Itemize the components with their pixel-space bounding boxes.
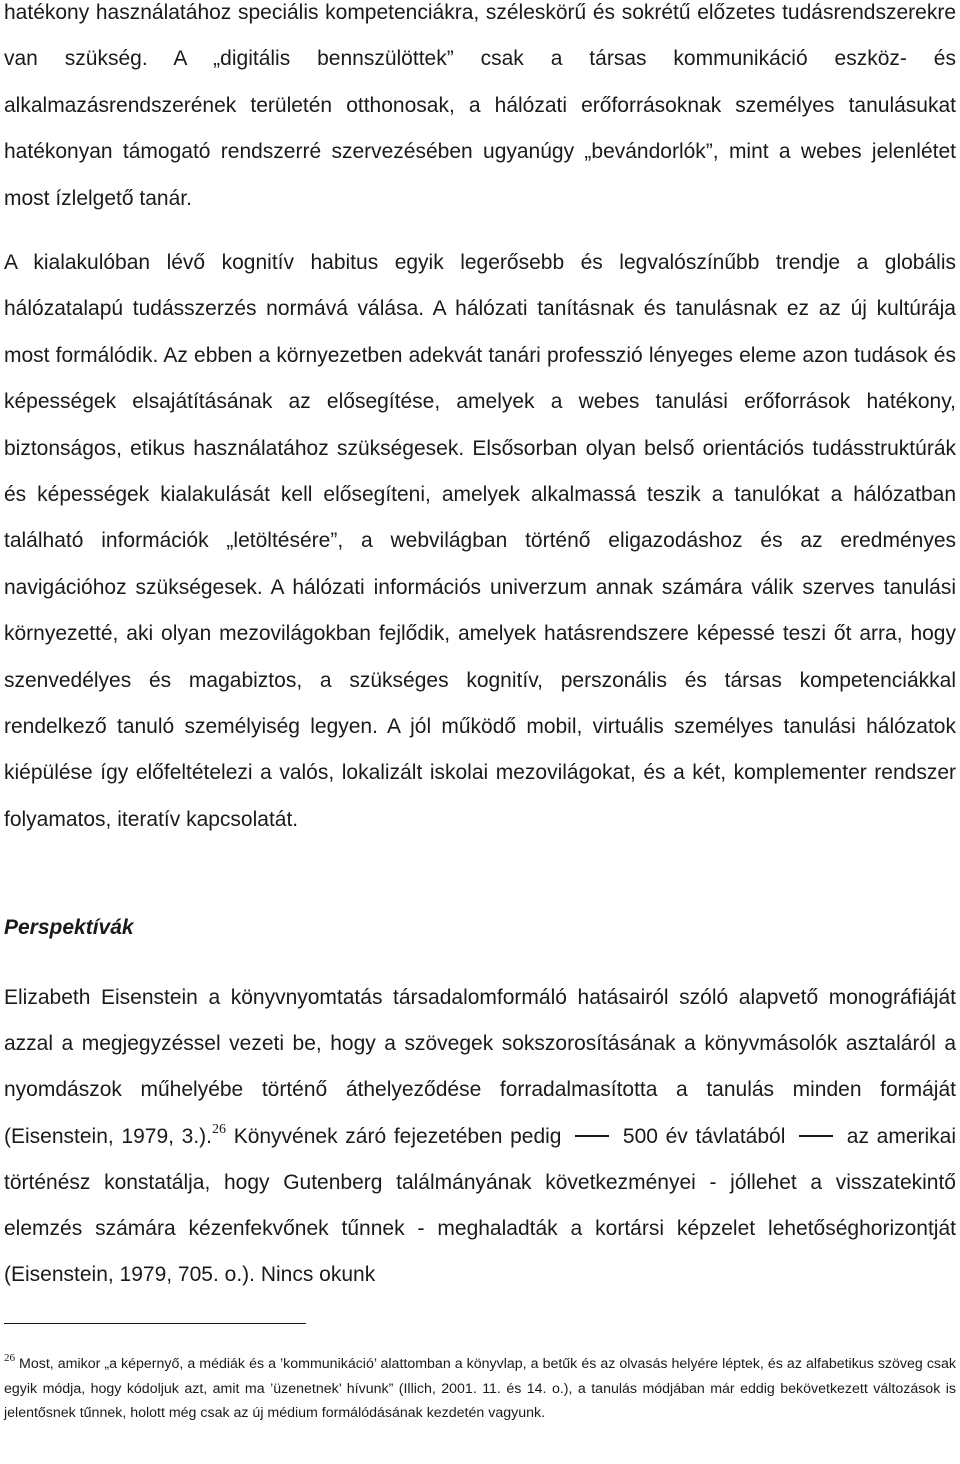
eisenstein-text-part2: Könyvének záró fejezetében pedig <box>226 1124 562 1148</box>
footnote-number: 26 <box>4 1352 15 1364</box>
eisenstein-text-part1: Elizabeth Eisenstein a könyvnyomtatás társadalomformáló hatásairól szóló alapvető monográfiáját azzal a megjegyzéssel vezeti be, hogy a szövegek sokszorosításának a könyvmásolók asztaláról a nyomdászok műhelyébe történő áthelyeződése forradalmasította a tanulás minden formáját (Eisenstein, 1979, 3.). <box>4 986 956 1148</box>
paragraph-eisenstein <box>4 975 956 1298</box>
footnote-reference: 26 <box>212 1121 226 1137</box>
footnote-text: Most, amikor „a képernyő, a médiák és a ’kommunikáció’ alattomban a könyvlap, a betűk és az olvasás helyére léptek, és az alfabetikus szöveg csak egyik módja, hogy kódoljuk azt, amit ma ’üzenetnek’ hívunk” (Illich, 2001. 11. és 14. o.), a tanulás módjában már eddig bekövetkezett változások is jelentősnek tűnnek, holott még csak az új médium formálódásának kezdetén vagyunk. <box>4 1356 956 1422</box>
eisenstein-text-part4: az amerikai történész konstatálja, hogy Gutenberg találmányának következményei - jóllehet a visszatekintő elemzés számára kézenfekvőnek tűnnek - meghaladták a kortársi képzelet lehetőséghorizontját (Eisenstein, 1979, 705. o.). Nincs okunk <box>4 1124 957 1287</box>
eisenstein-text-part3: 500 év távlatából <box>622 1124 786 1148</box>
footnote-26 <box>4 1352 956 1426</box>
em-dash <box>799 1135 833 1137</box>
paragraph-digital-natives: hatékony használatához speciális kompetenciákra, széleskörű és sokrétű előzetes tudásrendszerekre van szükség. A „digitális bennszülöttek” csak a társas kommunikáció eszköz- és alkalmazásrendszerének területén otthonosak, a hálózati erőforrásoknak személyes tanulásukat hatékonyan támogató rendszerré szervezésében ugyanúgy „bevándorlók”, mint a webes jelenlétet most ízlelgető tanár. <box>4 1 956 210</box>
em-dash <box>575 1135 609 1137</box>
section-heading-perspektivak: Perspektívák <box>4 916 134 939</box>
paragraph-cognitive-habitus: A kialakulóban lévő kognitív habitus egyik legerősebb és legvalószínűbb trendje a globális hálózatalapú tudásszerzés normává válása. A hálózati tanításnak és tanulásnak ez az új kultúrája most formálódik. Az ebben a környezetben adekvát tanári professzió lényeges eleme azon tudások és képességek elsajátításának az elősegítése, amelyek a webes tanulási erőforrások hatékony, biztonságos, etikus használatához szükségesek. Elsősorban olyan belső orientációs tudásstruktúrák és képességek kialakulását kell elősegíteni, amelyek alkalmassá teszik a tanulókat a hálózatban található információk „letöltésére”, a webvilágban történő eligazodáshoz és az eredményes navigációhoz szükségesek. A hálózati információs univerzum annak számára válik szerves tanulási környezetté, aki olyan mezovilágokban fejlődik, amelyek hatásrendszere képessé teszi őt arra, hogy szenvedélyes és magabiztos, a szükséges kognitív, perszonális és társas kompetenciákkal rendelkező tanuló személyiség legyen. A jól működő mobil, virtuális személyes tanulási hálózatok kiépülése így előfeltételezi a valós, lokalizált iskolai mezovilágokat, és a két, komplementer rendszer folyamatos, iteratív kapcsolatát. <box>4 251 956 831</box>
footnote-separator <box>4 1323 306 1324</box>
